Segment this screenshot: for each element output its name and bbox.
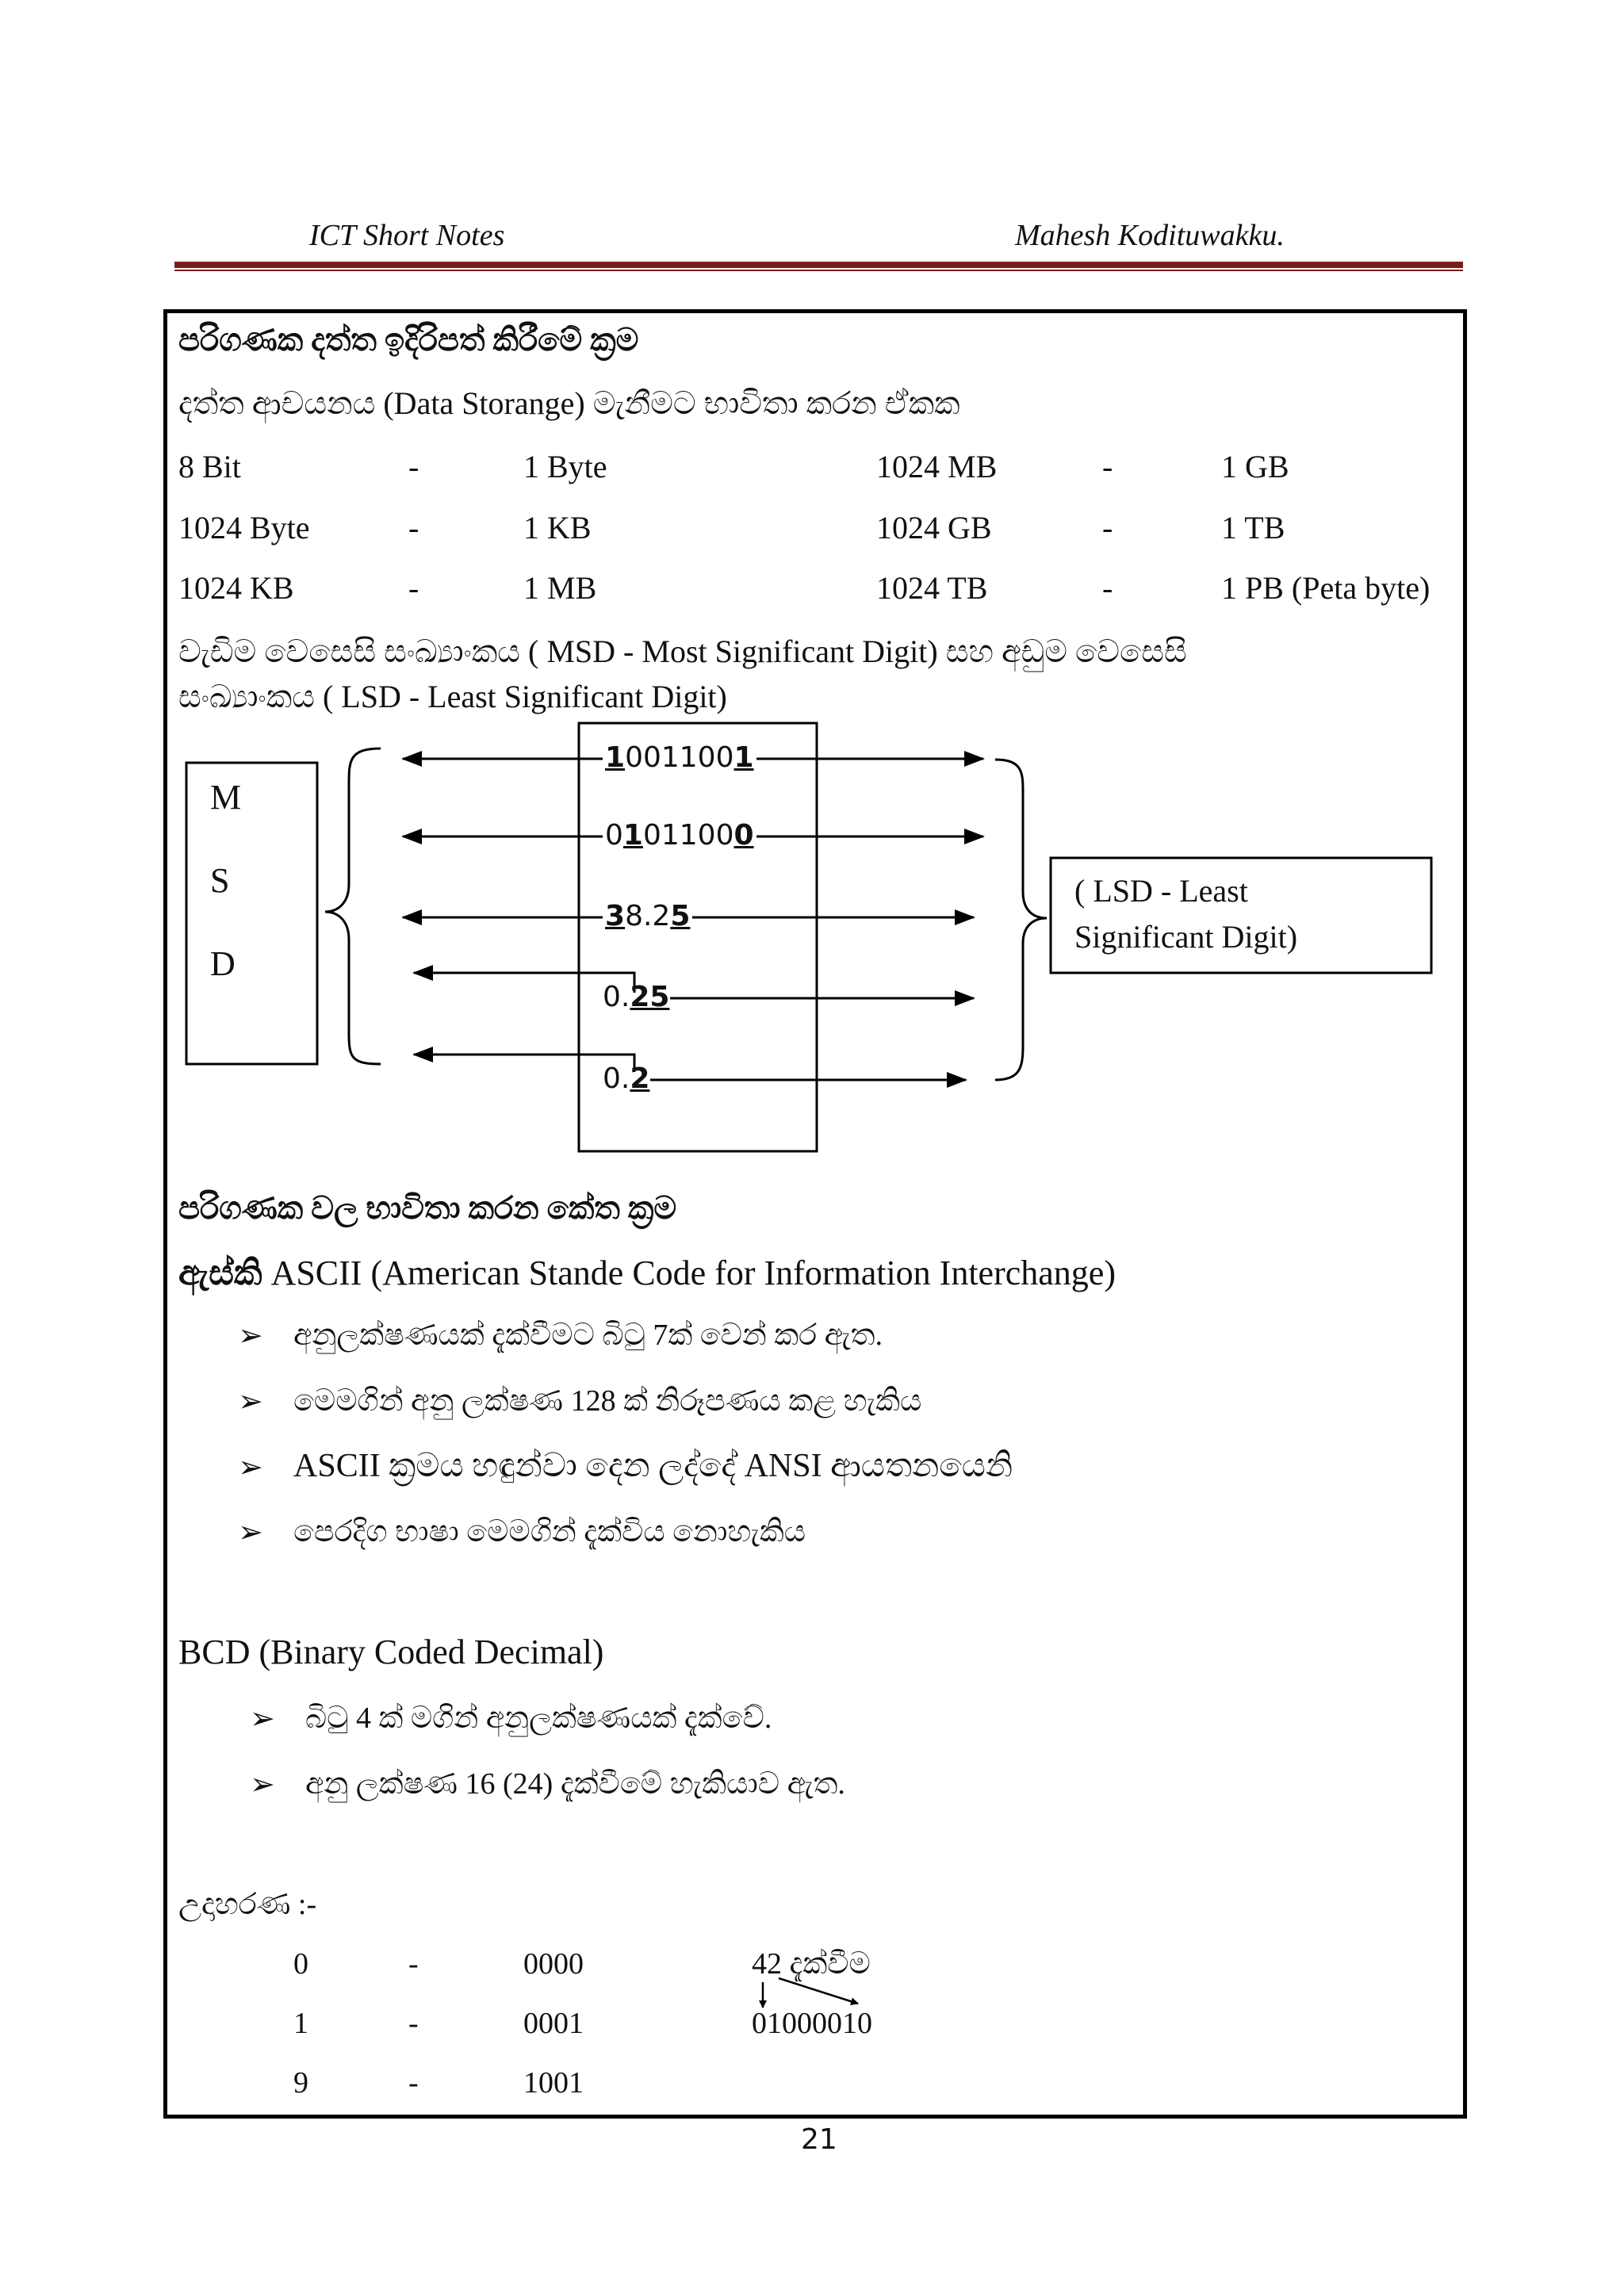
middle-digits: 8.2: [625, 900, 671, 932]
leading-digit: 0: [605, 819, 623, 852]
unit-dash: -: [408, 570, 419, 606]
decimal-number-5: [603, 1062, 649, 1095]
bcd-title: BCD (Binary Coded Decimal): [178, 1633, 604, 1671]
msd-letter: S: [210, 861, 230, 900]
arrow-diagonal: [779, 1978, 858, 2004]
example-dash: -: [408, 2066, 419, 2100]
arrow-bullet-icon: ➢: [250, 1701, 275, 1736]
msd-heading-line2: සංඛ්‍යාංකය ( LSD - Least Significant Digit): [178, 679, 727, 714]
decimal-number-4: [603, 981, 669, 1013]
msd-heading-line1: වැඩිම වෙසෙසි සංඛ්‍යාංකය ( MSD - Most Significant Digit) සහ අඩුම වෙසෙසි: [178, 634, 1187, 669]
arrow-bullet-icon: ➢: [238, 1514, 263, 1549]
significant-digits: 25: [630, 981, 670, 1013]
list-item: පෙරදිග භාෂා මෙමගින් දැක්විය නොහැකිය: [293, 1515, 806, 1548]
unit-cell: 1 TB: [1221, 510, 1285, 545]
unit-dash: -: [408, 449, 419, 484]
right-brace: [995, 760, 1047, 1080]
list-item: අනු ලක්ෂණ 16 (24) දැක්වීමේ හැකියාව ඇත.: [305, 1767, 845, 1801]
unit-cell: 1 Byte: [523, 449, 607, 484]
section-heading-data-representation: පරිගණක දත්ත ඉදිරිපත් කිරීමේ ක්‍රම: [178, 322, 639, 358]
decimal-number-3: [603, 900, 692, 932]
middle-digits: 001100: [625, 741, 734, 774]
storage-units-subheading: දත්ත ආචයනය (Data Storange) මැනීමට භාවිතා කරන ඒකක: [178, 385, 960, 421]
arrow-left-bent: [414, 1055, 634, 1072]
ascii-title-line: [178, 1253, 1116, 1293]
example-code: 0000: [523, 1947, 584, 1981]
unit-cell: 1 KB: [523, 510, 592, 545]
list-item: බිටු 4 ක් මගින් අනුලක්ෂණයක් දැක්වේ.: [305, 1702, 772, 1735]
arrow-bullet-icon: ➢: [238, 1449, 263, 1484]
unit-cell: 1024 KB: [178, 570, 294, 606]
leading-digit: 0.: [603, 981, 630, 1013]
example-dash: -: [408, 2007, 419, 2040]
middle-digits: 01100: [642, 819, 734, 852]
list-item: මෙමගින් අනු ලක්ෂණ 128 ක් නිරූපණය කළ හැකිය: [293, 1384, 922, 1418]
unit-dash: -: [1102, 449, 1113, 484]
arrow-left-bent: [414, 973, 634, 993]
example-dash: -: [408, 1947, 419, 1981]
unit-cell: 8 Bit: [178, 449, 241, 484]
list-item: අනුලක්ෂණයක් දැක්වීමට බිටු 7ක් වෙන් කර ඇත.: [293, 1319, 883, 1352]
msd-digit: 1: [622, 819, 643, 852]
show-42-label: 42 දැක්වීම: [752, 1947, 871, 1981]
example-label: උදාහරණ :-: [178, 1888, 317, 1921]
msd-letter: M: [210, 778, 242, 817]
leading-digit: 0.: [603, 1062, 630, 1095]
ascii-title: ASCII (American Stande Code for Information Interchange): [270, 1254, 1116, 1292]
significant-digits: 2: [630, 1062, 650, 1095]
example-code: 1001: [523, 2066, 584, 2100]
lsd-label-line1: ( LSD - Least: [1074, 873, 1248, 909]
arrow-bullet-icon: ➢: [238, 1384, 263, 1418]
unit-dash: -: [1102, 510, 1113, 545]
header-right: Mahesh Kodituwakku.: [1015, 219, 1285, 252]
lsd-label-line2: Significant Digit): [1074, 919, 1298, 955]
unit-cell: 1024 MB: [876, 449, 998, 484]
unit-cell: 1024 GB: [876, 510, 992, 545]
example-number: 9: [293, 2066, 308, 2100]
codes-heading: පරිගණක වල භාවිතා කරන කේත ක්‍රම: [178, 1190, 677, 1226]
msd-digit: 1: [605, 741, 626, 774]
lsd-digit: 0: [733, 819, 754, 852]
unit-cell: 1 PB (Peta byte): [1221, 570, 1431, 606]
show-42-code: 01000010: [752, 2007, 872, 2040]
example-number: 0: [293, 1947, 308, 1981]
example-number: 1: [293, 2007, 308, 2040]
page-number: 21: [801, 2123, 837, 2156]
unit-dash: -: [1102, 570, 1113, 606]
msd-letter: D: [210, 944, 236, 983]
unit-cell: 1 MB: [523, 570, 597, 606]
arrow-bullet-icon: ➢: [238, 1318, 263, 1353]
msd-digit: 3: [605, 900, 626, 932]
unit-cell: 1024 TB: [876, 570, 988, 606]
list-item: ASCII ක්‍රමය හඳුන්වා දෙන ලද්දේ ANSI ආයතනයෙනි: [293, 1448, 1013, 1484]
arrow-bullet-icon: ➢: [250, 1767, 275, 1801]
unit-cell: 1024 Byte: [178, 510, 310, 545]
msd-box: [186, 763, 317, 1064]
ascii-sinhala-label: ඇස්කි: [178, 1254, 262, 1292]
unit-cell: 1 GB: [1221, 449, 1289, 484]
example-code: 0001: [523, 2007, 584, 2040]
left-brace: [325, 748, 381, 1064]
unit-dash: -: [408, 510, 419, 545]
lsd-digit: 1: [733, 741, 754, 774]
header-left: ICT Short Notes: [309, 219, 505, 252]
binary-number-2: [603, 819, 756, 852]
lsd-digit: 5: [670, 900, 691, 932]
binary-number-1: [603, 741, 756, 774]
